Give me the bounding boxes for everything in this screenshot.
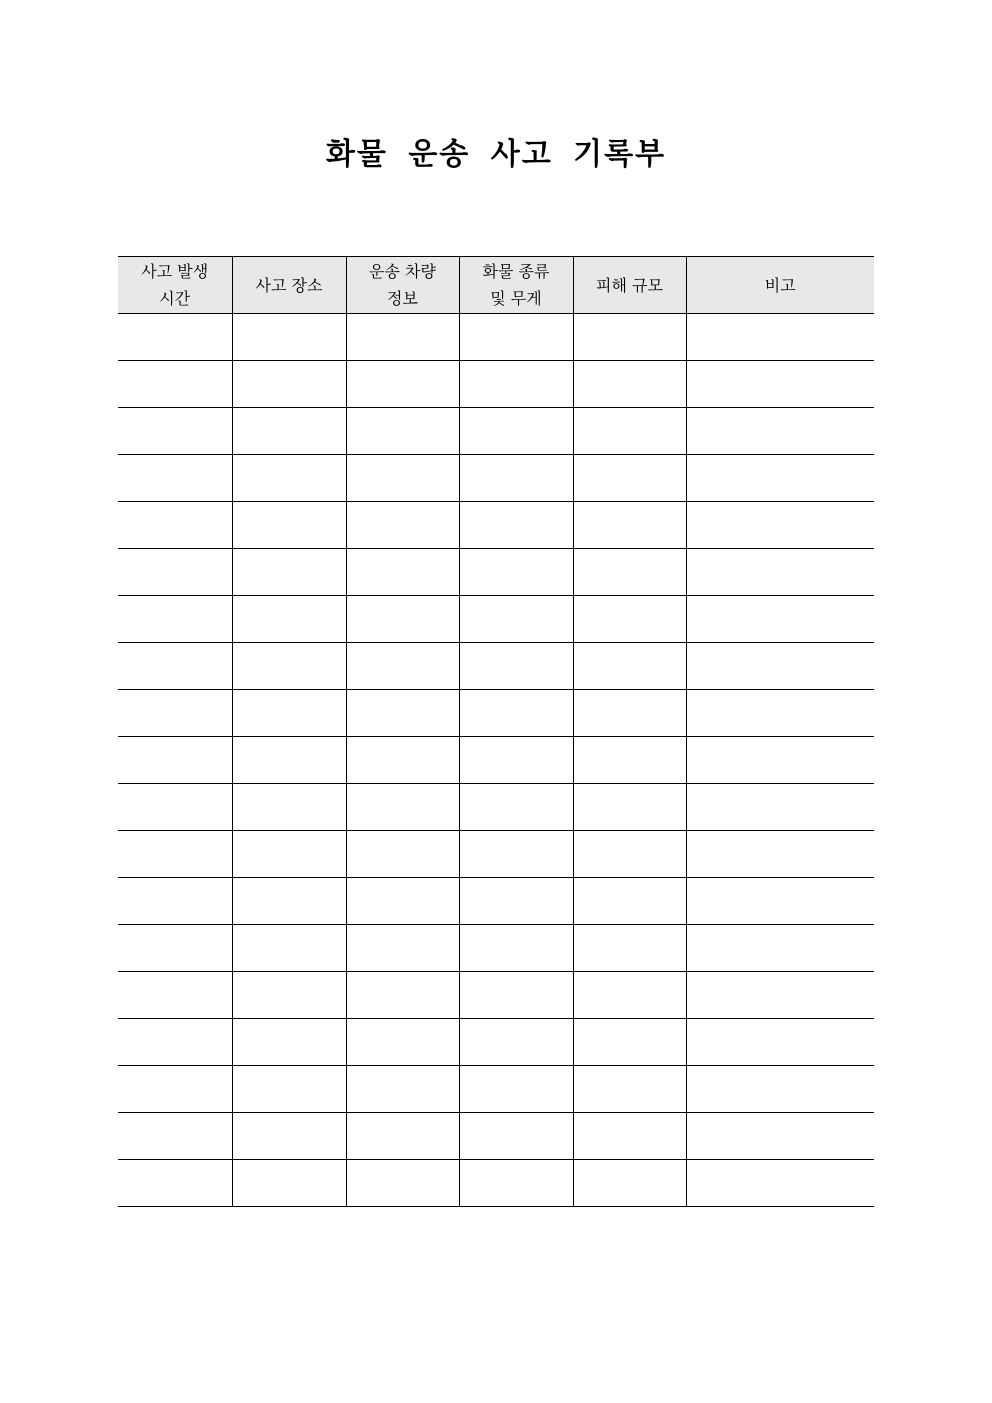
table-cell[interactable]: [118, 361, 232, 408]
table-cell[interactable]: [232, 1113, 346, 1160]
table-cell[interactable]: [346, 596, 459, 643]
table-cell[interactable]: [459, 643, 573, 690]
table-cell[interactable]: [459, 690, 573, 737]
table-cell[interactable]: [459, 1066, 573, 1113]
table-cell[interactable]: [573, 502, 686, 549]
table-cell[interactable]: [686, 690, 874, 737]
table-cell[interactable]: [118, 596, 232, 643]
table-cell[interactable]: [346, 1160, 459, 1207]
table-cell[interactable]: [346, 972, 459, 1019]
table-cell[interactable]: [346, 831, 459, 878]
table-cell[interactable]: [232, 643, 346, 690]
table-cell[interactable]: [118, 455, 232, 502]
table-cell[interactable]: [573, 1066, 686, 1113]
header-damage-scale: [573, 257, 686, 314]
table-cell[interactable]: [573, 690, 686, 737]
table-row: [118, 690, 874, 737]
table-row: [118, 1066, 874, 1113]
table-cell[interactable]: [573, 1160, 686, 1207]
header-label: 피해 규모: [596, 275, 663, 295]
header-label: 및 무게: [490, 289, 542, 308]
table-cell[interactable]: [346, 784, 459, 831]
table-cell[interactable]: [686, 925, 874, 972]
table-cell[interactable]: [459, 549, 573, 596]
table-row: [118, 737, 874, 784]
table-cell[interactable]: [459, 784, 573, 831]
table-cell[interactable]: [118, 1113, 232, 1160]
table-row: [118, 549, 874, 596]
table-body: [118, 314, 874, 1207]
header-cargo-type-weight: [459, 257, 573, 314]
table-cell[interactable]: [118, 549, 232, 596]
table-cell[interactable]: [118, 737, 232, 784]
table-cell[interactable]: [118, 314, 232, 361]
table-cell[interactable]: [573, 549, 686, 596]
table-cell[interactable]: [573, 1113, 686, 1160]
table-cell[interactable]: [686, 878, 874, 925]
table-cell[interactable]: [346, 643, 459, 690]
table-cell[interactable]: [686, 972, 874, 1019]
table-cell[interactable]: [232, 1160, 346, 1207]
table-cell[interactable]: [686, 549, 874, 596]
table-cell[interactable]: [573, 878, 686, 925]
table-cell[interactable]: [118, 1019, 232, 1066]
table-cell[interactable]: [118, 1160, 232, 1207]
table-row: [118, 596, 874, 643]
table-cell[interactable]: [573, 408, 686, 455]
table-cell[interactable]: [686, 831, 874, 878]
table-cell[interactable]: [346, 690, 459, 737]
table-cell[interactable]: [573, 596, 686, 643]
table-cell[interactable]: [573, 972, 686, 1019]
table-cell[interactable]: [346, 1066, 459, 1113]
table-cell[interactable]: [346, 878, 459, 925]
table-cell[interactable]: [118, 925, 232, 972]
table-cell[interactable]: [459, 596, 573, 643]
table-cell[interactable]: [118, 784, 232, 831]
table-cell[interactable]: [459, 361, 573, 408]
table-cell[interactable]: [232, 408, 346, 455]
table-row: [118, 643, 874, 690]
table-cell[interactable]: [686, 643, 874, 690]
table-cell[interactable]: [232, 925, 346, 972]
table-cell[interactable]: [118, 690, 232, 737]
table-cell[interactable]: [232, 361, 346, 408]
header-label: 사고 발생: [141, 262, 209, 281]
table-cell[interactable]: [459, 1019, 573, 1066]
table-cell[interactable]: [232, 878, 346, 925]
table-cell[interactable]: [346, 925, 459, 972]
table-row: [118, 831, 874, 878]
table-cell[interactable]: [686, 1113, 874, 1160]
table-cell[interactable]: [686, 596, 874, 643]
table-cell[interactable]: [118, 408, 232, 455]
table-row: [118, 784, 874, 831]
table-row: [118, 1160, 874, 1207]
table-cell[interactable]: [118, 1066, 232, 1113]
table-cell[interactable]: [459, 408, 573, 455]
table-cell[interactable]: [118, 831, 232, 878]
table-cell[interactable]: [686, 314, 874, 361]
table-cell[interactable]: [573, 1019, 686, 1066]
header-vehicle-info: [346, 257, 459, 314]
table-cell[interactable]: [459, 314, 573, 361]
table-cell[interactable]: [686, 1019, 874, 1066]
table-row: [118, 925, 874, 972]
header-remarks: [686, 257, 874, 314]
header-label: 화물 종류: [482, 262, 550, 281]
table-row: [118, 502, 874, 549]
header-label: 사고 장소: [255, 275, 323, 295]
table-cell[interactable]: [118, 972, 232, 1019]
table-cell[interactable]: [346, 314, 459, 361]
page-title: 화물 운송 사고 기록부: [325, 137, 667, 172]
table-cell[interactable]: [686, 737, 874, 784]
table-cell[interactable]: [232, 455, 346, 502]
accident-log-table: [118, 256, 874, 1207]
table-cell[interactable]: [346, 455, 459, 502]
table-cell[interactable]: [686, 1066, 874, 1113]
table-cell[interactable]: [346, 408, 459, 455]
table-cell[interactable]: [573, 314, 686, 361]
table-cell[interactable]: [573, 455, 686, 502]
table-cell[interactable]: [459, 1160, 573, 1207]
table-cell[interactable]: [459, 1113, 573, 1160]
table-cell[interactable]: [232, 972, 346, 1019]
table-cell[interactable]: [346, 361, 459, 408]
header-label: 운송 차량: [369, 262, 436, 281]
table-cell[interactable]: [686, 408, 874, 455]
table-row: [118, 408, 874, 455]
table-cell[interactable]: [232, 502, 346, 549]
table-cell[interactable]: [232, 784, 346, 831]
table-cell[interactable]: [232, 549, 346, 596]
header-row: [118, 257, 874, 314]
table-row: [118, 1019, 874, 1066]
table-cell[interactable]: [459, 878, 573, 925]
table-cell[interactable]: [573, 831, 686, 878]
table-cell[interactable]: [346, 1113, 459, 1160]
table-row: [118, 972, 874, 1019]
table-cell[interactable]: [686, 455, 874, 502]
table-cell[interactable]: [346, 1019, 459, 1066]
table-row: [118, 314, 874, 361]
table-cell[interactable]: [232, 314, 346, 361]
table-cell[interactable]: [346, 549, 459, 596]
table-cell[interactable]: [459, 831, 573, 878]
table-cell[interactable]: [118, 643, 232, 690]
table-cell[interactable]: [232, 1066, 346, 1113]
table-cell[interactable]: [232, 1019, 346, 1066]
header-label: 정보: [387, 289, 418, 308]
table-row: [118, 361, 874, 408]
table-cell[interactable]: [459, 972, 573, 1019]
header-label: 시간: [159, 289, 191, 308]
table-row: [118, 878, 874, 925]
header-label: 비고: [764, 275, 796, 295]
table-cell[interactable]: [573, 925, 686, 972]
table-cell[interactable]: [459, 737, 573, 784]
table-cell[interactable]: [118, 878, 232, 925]
table-cell[interactable]: [232, 596, 346, 643]
table-cell[interactable]: [573, 643, 686, 690]
table-cell[interactable]: [459, 502, 573, 549]
table-cell[interactable]: [573, 737, 686, 784]
table-cell[interactable]: [686, 502, 874, 549]
table-cell[interactable]: [686, 1160, 874, 1207]
table-cell[interactable]: [346, 502, 459, 549]
header-accident-time: [118, 257, 232, 314]
table-cell[interactable]: [232, 690, 346, 737]
table-cell[interactable]: [232, 737, 346, 784]
table-cell[interactable]: [232, 831, 346, 878]
table-cell[interactable]: [573, 784, 686, 831]
table-row: [118, 1113, 874, 1160]
table-row: [118, 455, 874, 502]
table-cell[interactable]: [686, 361, 874, 408]
table-cell[interactable]: [118, 502, 232, 549]
header-accident-location: [232, 257, 346, 314]
table-cell[interactable]: [459, 455, 573, 502]
table-cell[interactable]: [459, 925, 573, 972]
table-cell[interactable]: [346, 737, 459, 784]
table-cell[interactable]: [686, 784, 874, 831]
table-cell[interactable]: [573, 361, 686, 408]
